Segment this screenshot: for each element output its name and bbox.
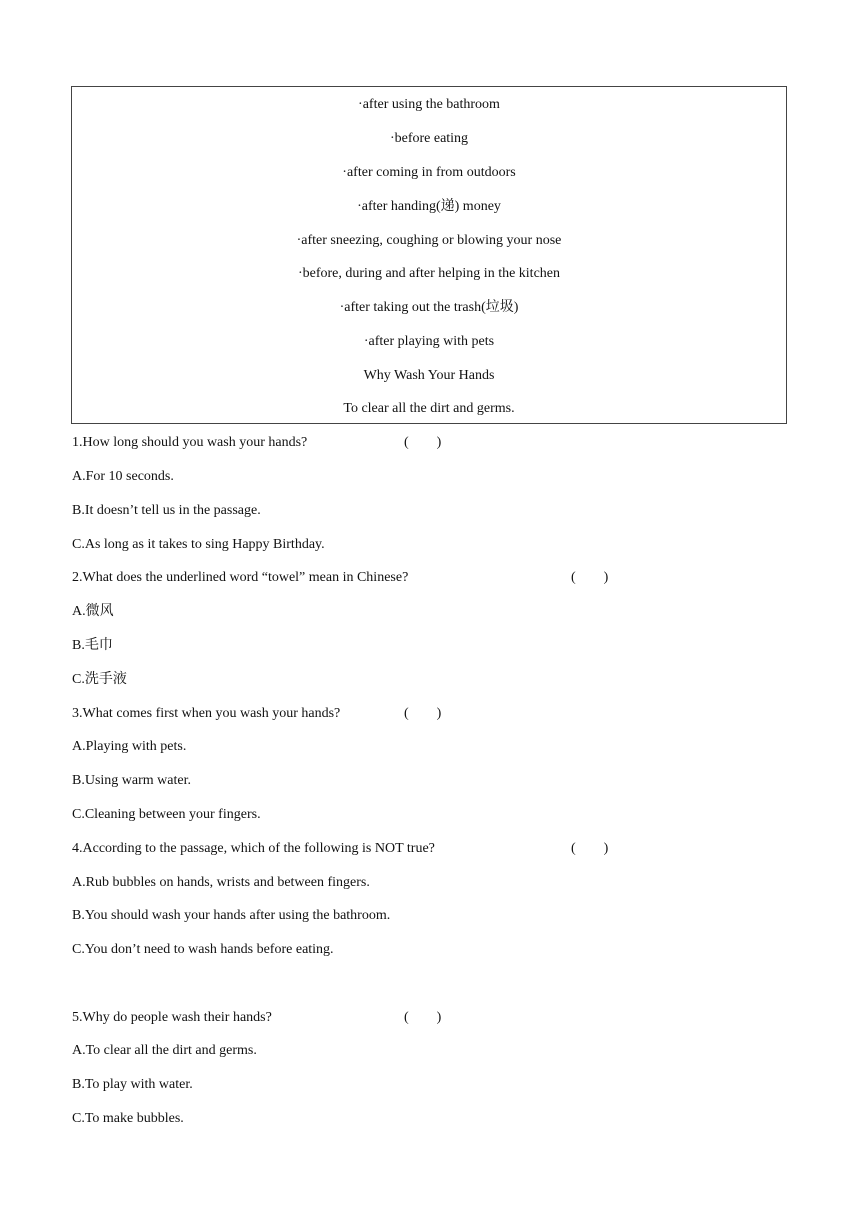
option-4c: C.You don’t need to wash hands before eating. bbox=[72, 942, 334, 957]
option-5a: A.To clear all the dirt and germs. bbox=[72, 1043, 257, 1058]
option-4b: B.You should wash your hands after using the bathroom. bbox=[72, 908, 391, 923]
question-4: 4.According to the passage, which of the following is NOT true? bbox=[72, 841, 435, 856]
answer-blank-3[interactable]: ( ) bbox=[404, 706, 442, 721]
box-line: ·after using the bathroom bbox=[358, 97, 500, 112]
answer-blank-5[interactable]: ( ) bbox=[404, 1010, 442, 1025]
question-3: 3.What comes first when you wash your hands? bbox=[72, 706, 341, 721]
box-line: ·before, during and after helping in the kitchen bbox=[297, 266, 560, 281]
box-line: To clear all the dirt and germs. bbox=[343, 401, 515, 416]
option-2b: B.毛巾 bbox=[72, 638, 113, 653]
box-heading: Why Wash Your Hands bbox=[363, 368, 495, 383]
box-line: ·after taking out the trash(垃圾) bbox=[339, 300, 519, 315]
box-line: ·after handing(递) money bbox=[357, 199, 501, 214]
option-2c: C.洗手液 bbox=[72, 672, 127, 687]
answer-blank-1[interactable]: ( ) bbox=[404, 435, 442, 450]
option-1b: B.It doesn’t tell us in the passage. bbox=[72, 503, 261, 518]
answer-blank-2[interactable]: ( ) bbox=[571, 570, 609, 585]
box-line: ·after playing with pets bbox=[363, 334, 495, 349]
option-5c: C.To make bubbles. bbox=[72, 1111, 184, 1126]
question-1: 1.How long should you wash your hands? bbox=[72, 435, 308, 450]
option-5b: B.To play with water. bbox=[72, 1077, 193, 1092]
box-line: ·after coming in from outdoors bbox=[342, 165, 516, 180]
option-1c: C.As long as it takes to sing Happy Birthday. bbox=[72, 537, 325, 552]
option-3c: C.Cleaning between your fingers. bbox=[72, 807, 261, 822]
answer-blank-4[interactable]: ( ) bbox=[571, 841, 609, 856]
question-2: 2.What does the underlined word “towel” mean in Chinese? bbox=[72, 570, 409, 585]
question-5: 5.Why do people wash their hands? bbox=[72, 1010, 272, 1025]
box-line: ·before eating bbox=[389, 131, 469, 146]
option-1a: A.For 10 seconds. bbox=[72, 469, 174, 484]
reading-passage-box bbox=[71, 86, 787, 424]
option-4a: A.Rub bubbles on hands, wrists and between fingers. bbox=[72, 875, 370, 890]
box-line: ·after sneezing, coughing or blowing your nose bbox=[296, 233, 562, 248]
option-2a: A.微风 bbox=[72, 604, 114, 619]
option-3a: A.Playing with pets. bbox=[72, 739, 187, 754]
option-3b: B.Using warm water. bbox=[72, 773, 191, 788]
